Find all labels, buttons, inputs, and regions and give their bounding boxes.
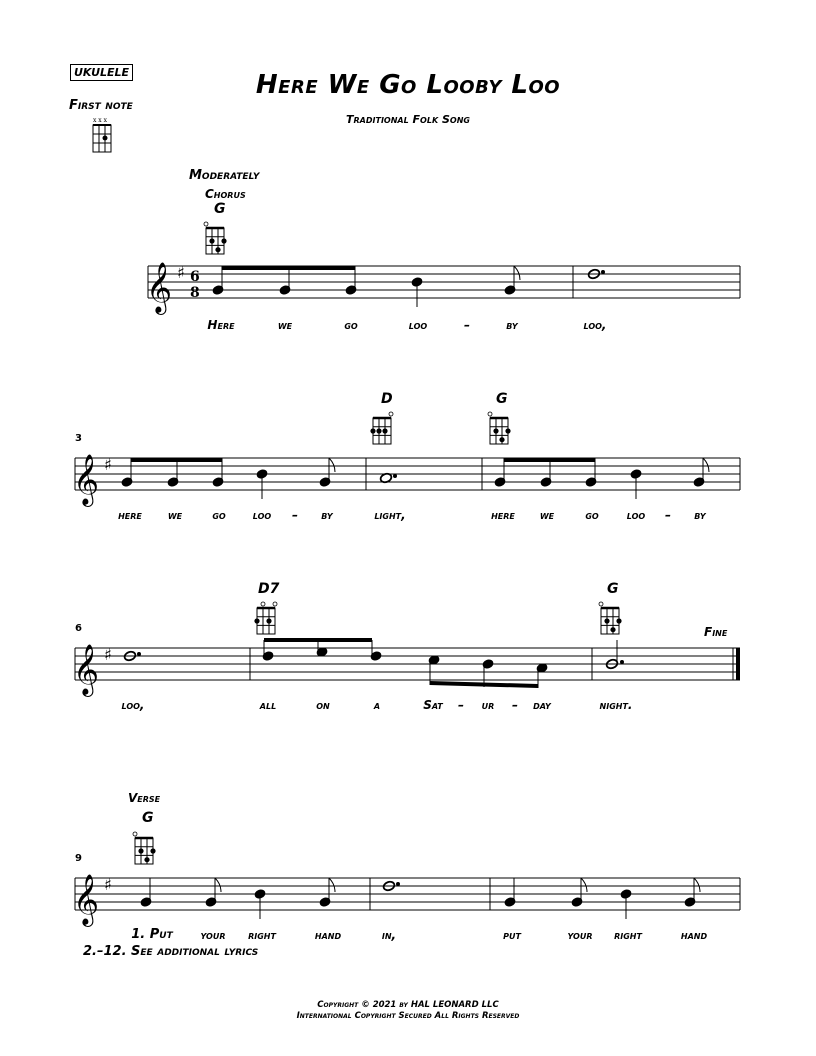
lyric-syllable: by <box>506 318 518 332</box>
chord-name: G <box>142 810 154 826</box>
tempo-marking: Moderately <box>189 168 260 183</box>
measure-number: 3 <box>75 433 82 444</box>
svg-text:𝄞: 𝄞 <box>73 644 100 695</box>
lyric-syllable: ur <box>481 698 495 712</box>
lyric-syllable: we <box>277 318 293 332</box>
lyric-syllable: right <box>248 928 276 942</box>
chord-name: G <box>496 391 508 407</box>
lyric-syllable: loo, <box>121 698 145 712</box>
svg-text:𝄞: 𝄞 <box>73 874 100 925</box>
lyric-hyphen: – <box>665 508 671 522</box>
lyric-hyphen: – <box>458 698 464 712</box>
lyric-syllable: loo <box>408 318 428 332</box>
lyric-syllable: by <box>694 508 706 522</box>
staff-1 <box>146 262 740 315</box>
lyric-syllable: right <box>614 928 642 942</box>
chord-name: G <box>214 201 226 217</box>
lyric-syllable: hand <box>314 928 342 942</box>
lyric-syllable: by <box>321 508 333 522</box>
copyright-line-1: Copyright © 2021 by HAL LEONARD LLC <box>317 1000 499 1010</box>
lyric-syllable: loo, <box>583 318 607 332</box>
song-title: Here We Go Looby Loo <box>255 70 561 100</box>
lyric-syllable: put <box>503 928 521 942</box>
lyric-syllable: a <box>373 698 381 712</box>
lyric-syllable: light, <box>374 508 406 522</box>
lyric-hyphen: – <box>292 508 298 522</box>
measure-number: 6 <box>75 623 82 634</box>
lyric-syllable: go <box>585 508 599 522</box>
lyric-syllable: your <box>200 928 226 942</box>
svg-text:♯: ♯ <box>104 455 112 474</box>
svg-text:6: 6 <box>190 269 200 285</box>
lyric-hyphen: – <box>512 698 518 712</box>
section-chorus: Chorus <box>205 187 246 201</box>
instrument-badge: UKULELE <box>70 64 133 81</box>
lyric-syllable: 1. Put <box>131 927 173 942</box>
lyric-syllable: on <box>316 698 330 712</box>
additional-lyrics-note: 2.–12. See additional lyrics <box>83 944 259 959</box>
section-verse: Verse <box>128 791 161 805</box>
staff-3 <box>73 640 740 697</box>
lyric-syllable: here <box>118 508 142 522</box>
lyric-syllable: we <box>539 508 555 522</box>
lyric-hyphen: – <box>464 318 470 332</box>
svg-text:♯: ♯ <box>104 645 112 664</box>
chord-name: D <box>381 391 393 407</box>
lyric-syllable: in, <box>381 928 397 942</box>
lyric-syllable: Here <box>207 318 235 332</box>
svg-text:♯: ♯ <box>104 875 112 894</box>
svg-text:x x x: x x x <box>93 117 107 124</box>
staff-4 <box>73 874 740 927</box>
staff-2 <box>73 454 740 507</box>
svg-text:𝄞: 𝄞 <box>73 454 100 505</box>
lyric-syllable: loo <box>252 508 272 522</box>
lyric-syllable: Sat <box>423 698 443 712</box>
first-note-label: First note <box>69 98 133 113</box>
chord-name: G <box>607 581 619 597</box>
lyric-syllable: here <box>491 508 515 522</box>
chord-name: D7 <box>258 581 280 597</box>
lyric-syllable: your <box>567 928 593 942</box>
lyric-syllable: day <box>533 698 551 712</box>
copyright-line-2: International Copyright Secured All Rights Reserved <box>296 1011 520 1021</box>
lyric-syllable: we <box>167 508 183 522</box>
svg-text:♯: ♯ <box>177 263 185 282</box>
svg-text:8: 8 <box>190 285 200 301</box>
lyric-syllable: go <box>344 318 358 332</box>
song-subtitle: Traditional Folk Song <box>346 113 470 126</box>
lyric-syllable: hand <box>680 928 708 942</box>
lyric-syllable: loo <box>626 508 646 522</box>
measure-number: 9 <box>75 853 82 864</box>
lyric-syllable: night. <box>599 698 633 712</box>
lyric-syllable: all <box>259 698 277 712</box>
fine-marking: Fine <box>704 625 728 639</box>
lyric-syllable: go <box>212 508 226 522</box>
svg-text:𝄞: 𝄞 <box>146 262 173 313</box>
